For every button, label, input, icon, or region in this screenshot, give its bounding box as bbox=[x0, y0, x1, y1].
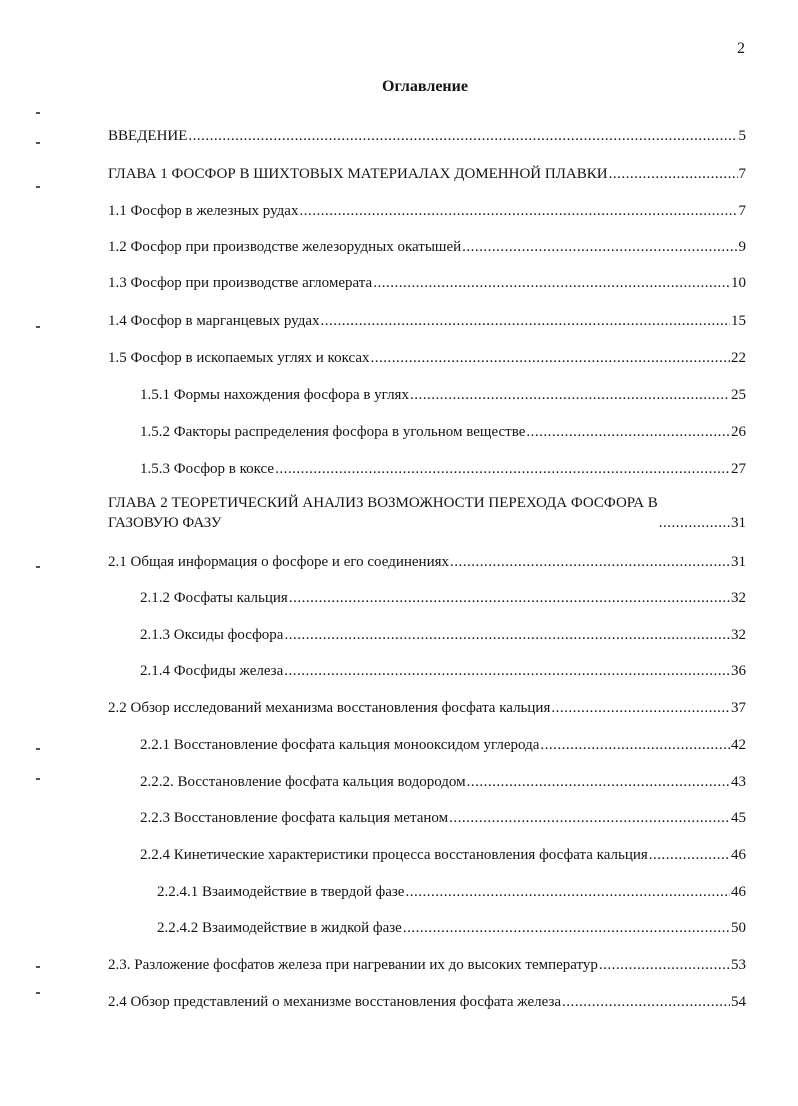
toc-entry-page: 36 bbox=[731, 663, 746, 679]
toc-entry-page: 5 bbox=[738, 128, 746, 144]
page-number: 2 bbox=[737, 40, 745, 57]
toc-entry-1-4[interactable] bbox=[108, 309, 746, 331]
toc-entry-text: 2.2.3 Восстановление фосфата кальция метаном bbox=[140, 810, 449, 826]
toc-entry-page: 22 bbox=[731, 350, 746, 366]
toc-entry-page: 26 bbox=[731, 424, 746, 440]
toc-leader-dots bbox=[609, 164, 738, 184]
toc-entry-text: ВВЕДЕНИЕ bbox=[108, 128, 188, 144]
toc-leader-dots bbox=[284, 661, 730, 681]
toc-leader-dots bbox=[410, 385, 730, 405]
toc-leader-dots bbox=[659, 513, 730, 533]
toc-entry-2-2-4-2[interactable] bbox=[157, 916, 746, 938]
toc-entry-page: 37 bbox=[731, 700, 746, 716]
toc-leader-dots bbox=[403, 918, 730, 938]
toc-entry-1-3[interactable] bbox=[108, 271, 746, 293]
toc-leader-dots bbox=[467, 772, 730, 792]
toc-entry-page: 46 bbox=[731, 847, 746, 863]
toc-entry-text: ГЛАВА 1 ФОСФОР В ШИХТОВЫХ МАТЕРИАЛАХ ДОМЕННОЙ ПЛАВКИ bbox=[108, 166, 608, 182]
toc-entry-chapter-1[interactable] bbox=[108, 162, 746, 184]
toc-leader-dots bbox=[599, 955, 730, 975]
toc-entry-text-line2: ГАЗОВУЮ ФАЗУ bbox=[108, 515, 222, 531]
toc-entry-text: 2.4 Обзор представлений о механизме восстановления фосфата железа bbox=[108, 994, 562, 1010]
toc-entry-text: 1.4 Фосфор в марганцевых рудах bbox=[108, 313, 320, 329]
toc-entry-2-1-2[interactable] bbox=[140, 586, 746, 608]
scan-mark bbox=[36, 566, 40, 568]
toc-entry-text-line1: ГЛАВА 2 ТЕОРЕТИЧЕСКИЙ АНАЛИЗ ВОЗМОЖНОСТИ ПЕРЕХОДА ФОСФОРА В bbox=[108, 495, 658, 511]
toc-leader-dots bbox=[540, 735, 730, 755]
toc-entry-1-5-2[interactable] bbox=[140, 420, 746, 442]
toc-leader-dots bbox=[450, 552, 730, 572]
scan-mark bbox=[36, 326, 40, 328]
toc-entry-page: 7 bbox=[738, 203, 746, 219]
toc-entry-page: 15 bbox=[731, 313, 746, 329]
toc-leader-dots bbox=[449, 808, 730, 828]
toc-leader-dots bbox=[275, 459, 730, 479]
toc-leader-dots bbox=[370, 348, 730, 368]
toc-entry-introduction[interactable] bbox=[108, 124, 746, 146]
toc-entry-text: 2.1 Общая информация о фосфоре и его соединениях bbox=[108, 554, 449, 570]
toc-entry-2-2-3[interactable] bbox=[140, 806, 746, 828]
toc-entry-page: 31 bbox=[731, 515, 746, 531]
toc-leader-dots bbox=[462, 237, 737, 257]
toc-entry-page: 42 bbox=[731, 737, 746, 753]
toc-entry-text: 2.2 Обзор исследований механизма восстановления фосфата кальция bbox=[108, 700, 551, 716]
scan-mark bbox=[36, 142, 40, 144]
toc-entry-2-2-1[interactable] bbox=[140, 733, 746, 755]
toc-entry-1-5-1[interactable] bbox=[140, 383, 746, 405]
scan-mark bbox=[36, 992, 40, 994]
toc-entry-2-2[interactable] bbox=[108, 696, 746, 718]
toc-leader-dots bbox=[649, 845, 730, 865]
toc-entry-1-2[interactable] bbox=[108, 235, 746, 257]
toc-entry-text: 2.2.2. Восстановление фосфата кальция водородом bbox=[140, 774, 466, 790]
toc-entry-chapter-2[interactable] bbox=[108, 489, 746, 533]
toc-entry-page: 53 bbox=[731, 957, 746, 973]
toc-entry-text: 1.1 Фосфор в железных рудах bbox=[108, 203, 299, 219]
toc-entry-2-2-2[interactable] bbox=[140, 770, 746, 792]
toc-entry-page: 10 bbox=[731, 275, 746, 291]
toc-leader-dots bbox=[551, 698, 730, 718]
toc-entry-page: 25 bbox=[731, 387, 746, 403]
toc-entry-text: 2.2.1 Восстановление фосфата кальция монооксидом углерода bbox=[140, 737, 540, 753]
toc-entry-text: 2.2.4.1 Взаимодействие в твердой фазе bbox=[157, 884, 405, 900]
toc-leader-dots bbox=[299, 201, 737, 221]
toc-entry-2-1[interactable] bbox=[108, 550, 746, 572]
toc-leader-dots bbox=[284, 625, 730, 645]
toc-entry-2-3[interactable] bbox=[108, 953, 746, 975]
toc-entry-text: 2.1.2 Фосфаты кальция bbox=[140, 590, 288, 606]
scan-mark bbox=[36, 966, 40, 968]
toc-entry-2-1-3[interactable] bbox=[140, 623, 746, 645]
toc-entry-page: 32 bbox=[731, 627, 746, 643]
scan-mark bbox=[36, 112, 40, 114]
toc-entry-text: 2.3. Разложение фосфатов железа при нагревании их до высоких температур bbox=[108, 957, 598, 973]
toc-leader-dots bbox=[373, 273, 730, 293]
toc-entry-text: 1.5 Фосфор в ископаемых углях и коксах bbox=[108, 350, 370, 366]
toc-entry-page: 45 bbox=[731, 810, 746, 826]
toc-entry-page: 27 bbox=[731, 461, 746, 477]
toc-entry-page: 43 bbox=[731, 774, 746, 790]
toc-leader-dots bbox=[562, 992, 730, 1012]
toc-leader-dots bbox=[188, 126, 737, 146]
toc-leader-dots bbox=[405, 882, 730, 902]
toc-entry-2-2-4-1[interactable] bbox=[157, 880, 746, 902]
scan-mark bbox=[36, 748, 40, 750]
toc-entry-page: 32 bbox=[731, 590, 746, 606]
toc-entry-text: 1.5.1 Формы нахождения фосфора в углях bbox=[140, 387, 409, 403]
toc-entry-page: 50 bbox=[731, 920, 746, 936]
toc-entry-text: 2.1.3 Оксиды фосфора bbox=[140, 627, 284, 643]
toc-leader-dots bbox=[526, 422, 730, 442]
toc-entry-page: 9 bbox=[738, 239, 746, 255]
toc-entry-2-2-4[interactable] bbox=[140, 843, 746, 865]
toc-entry-2-1-4[interactable] bbox=[140, 659, 746, 681]
toc-entry-page: 7 bbox=[738, 166, 746, 182]
toc-entry-text-wrap bbox=[108, 493, 658, 533]
toc-entry-1-5-3[interactable] bbox=[140, 457, 746, 479]
toc-entry-text: 1.5.2 Факторы распределения фосфора в угольном веществе bbox=[140, 424, 526, 440]
scan-mark bbox=[36, 778, 40, 780]
toc-entry-1-5[interactable] bbox=[108, 346, 746, 368]
toc-entry-text: 1.5.3 Фосфор в коксе bbox=[140, 461, 275, 477]
toc-entry-text: 1.2 Фосфор при производстве железорудных окатышей bbox=[108, 239, 462, 255]
toc-entry-text: 2.2.4 Кинетические характеристики процесса восстановления фосфата кальция bbox=[140, 847, 648, 863]
toc-entry-page: 31 bbox=[731, 554, 746, 570]
toc-entry-text: 1.3 Фосфор при производстве агломерата bbox=[108, 275, 373, 291]
scan-mark bbox=[36, 186, 40, 188]
toc-leader-dots bbox=[289, 588, 730, 608]
toc-leader-dots bbox=[321, 311, 731, 331]
toc-title: Оглавление bbox=[382, 78, 468, 95]
toc-entry-1-1[interactable] bbox=[108, 199, 746, 221]
toc-entry-2-4[interactable] bbox=[108, 990, 746, 1012]
toc-entry-text: 2.2.4.2 Взаимодействие в жидкой фазе bbox=[157, 920, 402, 936]
toc-entry-page: 46 bbox=[731, 884, 746, 900]
toc-entry-text: 2.1.4 Фосфиды железа bbox=[140, 663, 284, 679]
toc-entry-page: 54 bbox=[731, 994, 746, 1010]
